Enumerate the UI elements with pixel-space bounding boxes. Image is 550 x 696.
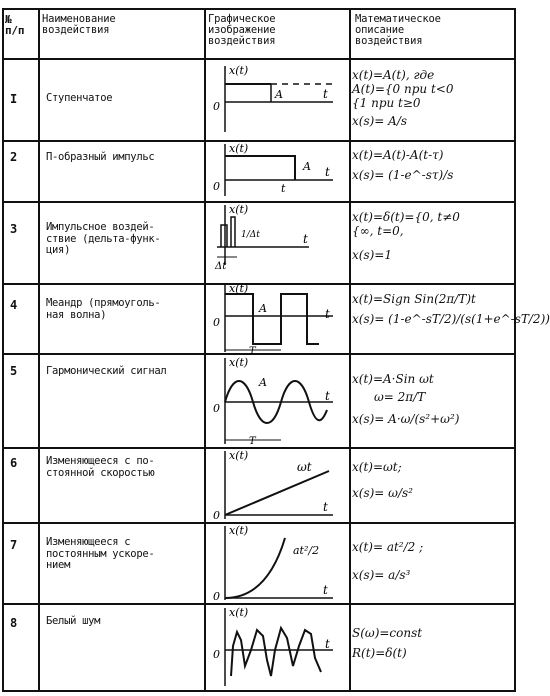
table-border-left [2,8,4,692]
svg-text:1/Δt: 1/Δt [241,230,260,240]
row-name: Меандр (прямоуголь- ная волна) [46,297,161,321]
svg-text:T: T [249,436,256,447]
svg-text:0: 0 [213,316,220,329]
row-math: x(t)=ωt; x(s)= ω/s² [352,460,413,500]
row-name: П-образный импульс [46,151,155,163]
meander-graph [211,282,349,357]
svg-text:A: A [303,160,311,173]
row-number: 2 [10,150,18,164]
row-number: 8 [10,616,18,630]
svg-text:A: A [259,376,267,389]
svg-text:t: t [325,307,330,321]
svg-text:t: t [323,500,328,514]
row-math: x(t)=Sign Sin(2π/T)t x(s)= (1-e^-sT/2)/(s(1+e^-sT/2)) [352,292,550,326]
svg-text:t: t [325,637,330,651]
svg-text:x(t): x(t) [229,606,249,619]
header-name: Наименование воздействия [42,13,116,36]
row-number: 6 [10,456,18,470]
svg-text:t: t [323,87,328,101]
svg-text:A: A [259,302,267,315]
row-math: x(t)=δ(t)={0, t≠0 {∞, t=0, x(s)=1 [352,210,460,262]
svg-text:x(t): x(t) [229,449,249,462]
row-divider [2,8,516,10]
white-noise-graph [211,606,349,688]
svg-text:0: 0 [213,590,220,603]
row-name: Изменяющееся с по- стоянной скоростью [46,455,155,479]
delta-graph [211,203,349,281]
svg-text:at²/2: at²/2 [293,544,320,557]
row-number: 4 [10,298,18,312]
row-number: 7 [10,538,18,552]
svg-text:t: t [325,389,330,403]
svg-text:x(t): x(t) [229,524,249,537]
impulse-graph [211,142,349,200]
graph-y-label: x(t) [229,64,249,77]
row-name: Гармонический сигнал [46,365,167,377]
svg-text:x(t): x(t) [229,282,249,295]
header-number: № п/п [5,13,25,37]
row-math: x(t)= at²/2 ; x(s)= a/s³ [352,540,424,582]
step-graph [211,60,349,138]
svg-text:t: t [323,583,328,597]
svg-text:Δt: Δt [215,261,227,272]
row-math: x(t)=A(t), где A(t)={0 при t<0 {1 при t≥0 x(s)= A/s [352,68,454,128]
row-name: Ступенчатое [46,92,113,104]
svg-text:0: 0 [213,648,220,661]
row-divider [2,690,516,692]
svg-text:0: 0 [213,402,220,415]
svg-text:0: 0 [213,100,220,113]
row-math: x(t)=A(t)-A(t-τ) x(s)= (1-e^-sτ)/s [352,148,454,182]
ramp-graph [211,449,349,521]
row-number: 5 [10,364,18,378]
row-math: x(t)=A·Sin ωt ω= 2π/T x(s)= A·ω/(s²+ω²) [352,372,460,426]
svg-text:ωt: ωt [297,460,312,474]
column-divider [38,8,40,692]
row-math: S(ω)=const R(t)=δ(t) [352,626,423,660]
svg-text:x(t): x(t) [229,203,249,216]
row-divider [2,603,516,605]
row-name: Изменяющееся с постоянным ускоре- нием [46,536,155,571]
svg-text:x(t): x(t) [229,356,249,369]
svg-text:x(t): x(t) [229,142,249,155]
svg-text:t: t [325,165,330,179]
row-number: I [10,92,18,106]
svg-text:0: 0 [213,509,220,522]
svg-text:0: 0 [213,180,220,193]
svg-text:A: A [275,88,283,101]
header-math: Математическое описание воздействия [355,13,441,47]
row-name: Белый шум [46,615,101,627]
header-graph: Графическое изображение воздействия [208,13,276,47]
row-number: 3 [10,222,18,236]
column-divider [349,8,351,692]
row-name: Импульсное воздей- ствие (дельта-функ- ция) [46,221,161,256]
parabola-graph [211,524,349,602]
svg-text:t: t [303,232,308,246]
harmonic-graph [211,356,349,446]
svg-text:t: t [281,182,286,195]
column-divider [204,8,206,692]
svg-text:T: T [249,346,256,357]
